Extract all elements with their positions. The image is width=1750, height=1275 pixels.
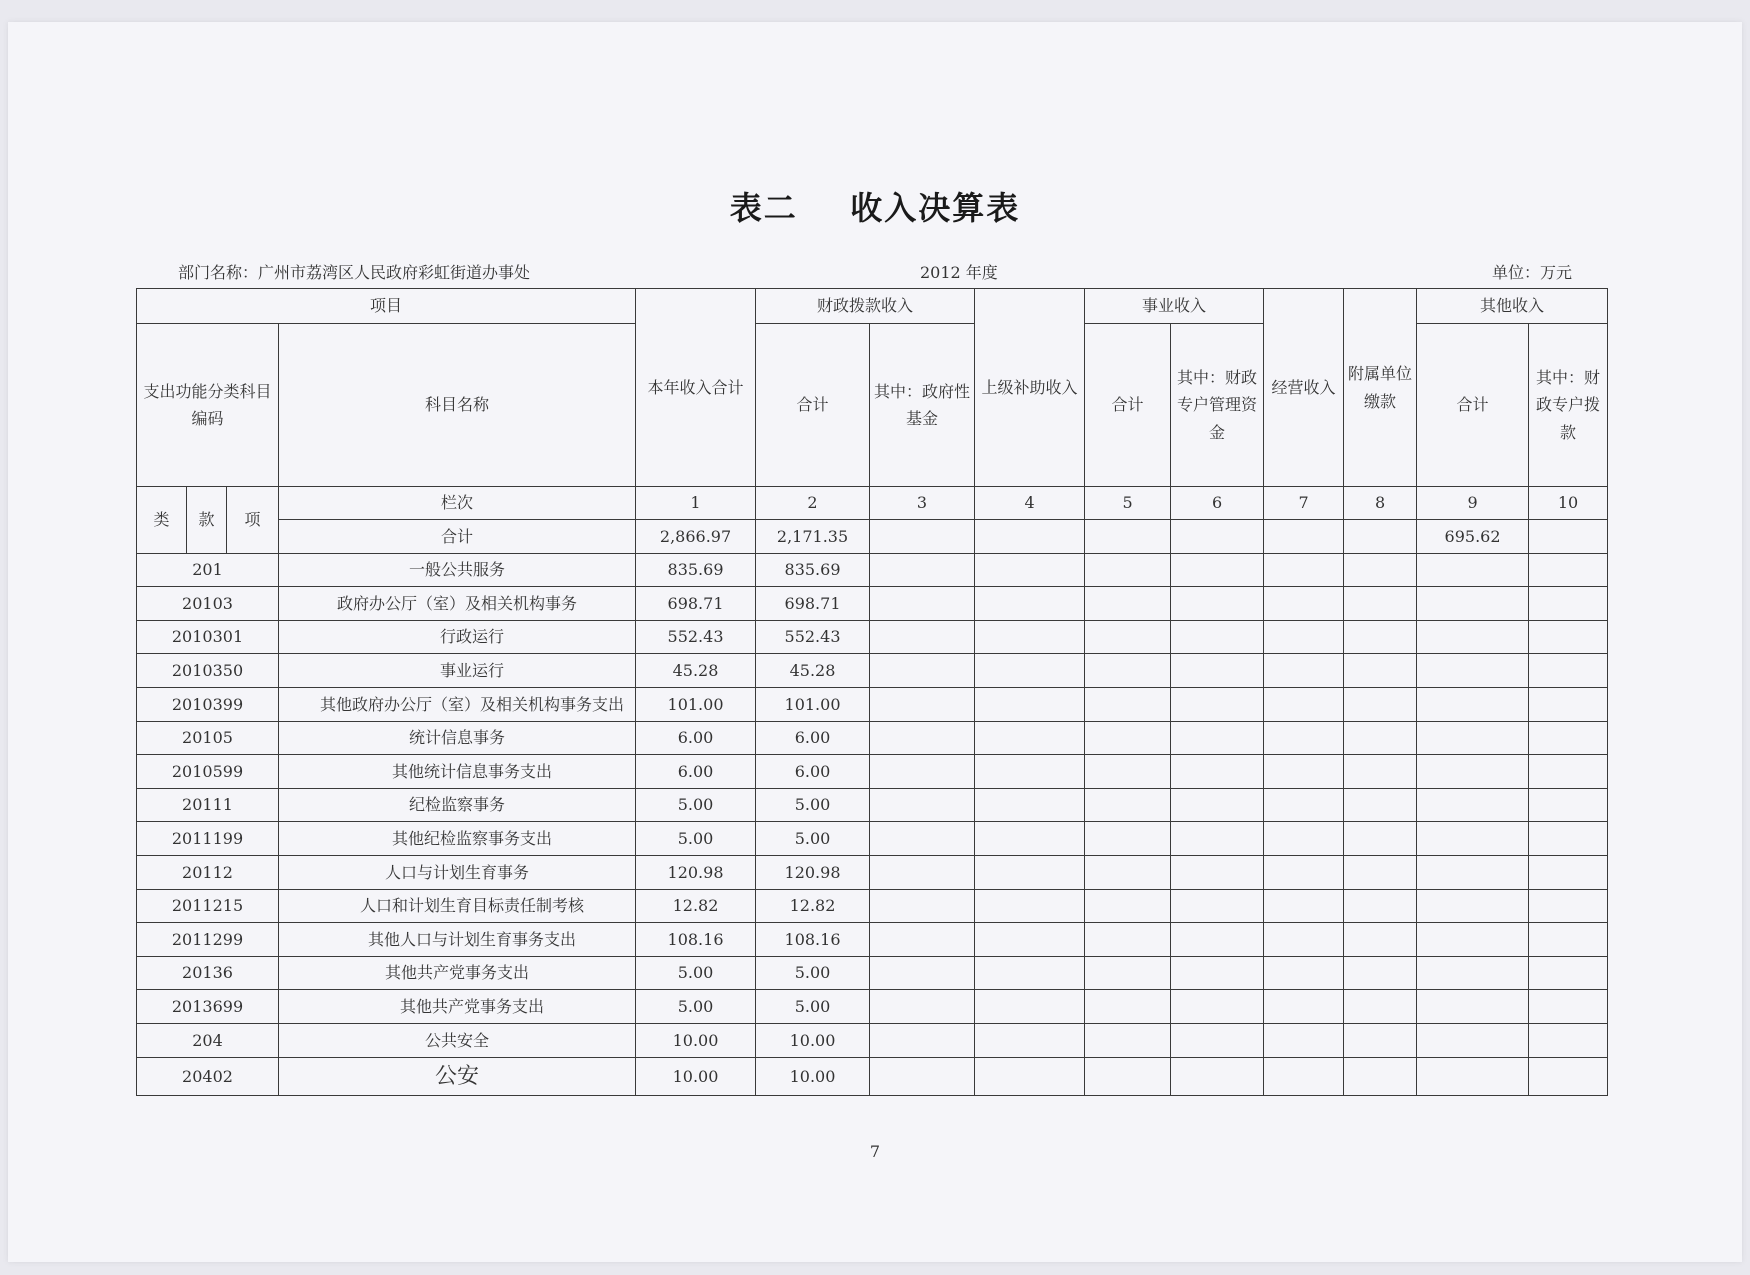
row-empty-cell — [975, 553, 1085, 587]
row-empty-cell — [1264, 721, 1344, 755]
row-empty-cell — [1085, 687, 1171, 721]
row-subject-name: 事业运行 — [279, 654, 636, 688]
row-empty-cell — [1417, 788, 1529, 822]
header-lei: 类 — [137, 487, 187, 554]
table-row — [137, 788, 1608, 822]
page-number: 7 — [869, 1142, 881, 1161]
row-empty-cell — [1344, 956, 1417, 990]
table-row — [137, 654, 1608, 688]
header-xiang: 项 — [227, 487, 279, 554]
row-empty-cell — [870, 755, 975, 789]
column-number: 4 — [975, 487, 1085, 520]
row-empty-cell — [870, 553, 975, 587]
row-empty-cell — [975, 855, 1085, 889]
row-empty-cell — [870, 855, 975, 889]
row-empty-cell — [1085, 1023, 1171, 1057]
row-empty-cell — [1417, 889, 1529, 923]
header-fiscal-fund: 其中：政府性基金 — [870, 324, 975, 487]
row-code: 2010350 — [137, 654, 279, 688]
row-code: 2010399 — [137, 687, 279, 721]
row-empty-cell — [1264, 1057, 1344, 1095]
row-empty-cell — [1171, 587, 1264, 621]
total-fiscal-total: 2,171.35 — [756, 520, 870, 554]
row-empty-cell — [1264, 1023, 1344, 1057]
row-empty-cell — [1529, 855, 1608, 889]
row-empty-cell — [870, 721, 975, 755]
row-empty-cell — [1264, 788, 1344, 822]
row-empty-cell — [975, 822, 1085, 856]
column-number: 9 — [1417, 487, 1529, 520]
row-subject-name: 其他纪检监察事务支出 — [279, 822, 636, 856]
row-empty-cell — [1171, 654, 1264, 688]
row-empty-cell — [1264, 687, 1344, 721]
row-empty-cell — [1264, 755, 1344, 789]
row-empty-cell — [1344, 923, 1417, 957]
row-empty-cell — [870, 889, 975, 923]
row-empty-cell — [870, 587, 975, 621]
row-subject-name: 公安 — [279, 1057, 636, 1095]
row-empty-cell — [1264, 956, 1344, 990]
row-empty-cell — [1085, 889, 1171, 923]
row-empty-cell — [1171, 889, 1264, 923]
table-row — [137, 1023, 1608, 1057]
table-row — [137, 822, 1608, 856]
row-code: 2010599 — [137, 755, 279, 789]
row-code: 2013699 — [137, 990, 279, 1024]
header-code: 支出功能分类科目编码 — [137, 324, 279, 487]
table-row — [137, 620, 1608, 654]
row-empty-cell — [1085, 587, 1171, 621]
row-empty-cell — [1417, 1023, 1529, 1057]
total-superior — [975, 520, 1085, 554]
row-empty-cell — [1529, 721, 1608, 755]
row-empty-cell — [1264, 553, 1344, 587]
header-subject-name: 科目名称 — [279, 324, 636, 487]
row-code: 20402 — [137, 1057, 279, 1095]
row-empty-cell — [870, 923, 975, 957]
row-fiscal-total: 120.98 — [756, 855, 870, 889]
row-income-total: 101.00 — [636, 687, 756, 721]
row-empty-cell — [1171, 1023, 1264, 1057]
total-operation — [1264, 520, 1344, 554]
header-column-index: 栏次 — [279, 487, 636, 520]
row-empty-cell — [1171, 721, 1264, 755]
row-empty-cell — [1085, 923, 1171, 957]
row-empty-cell — [1529, 620, 1608, 654]
row-empty-cell — [1417, 755, 1529, 789]
table-row — [137, 956, 1608, 990]
row-empty-cell — [870, 788, 975, 822]
header-other: 其他收入 — [1417, 289, 1608, 324]
row-fiscal-total: 552.43 — [756, 620, 870, 654]
row-empty-cell — [1344, 1023, 1417, 1057]
row-empty-cell — [1171, 1057, 1264, 1095]
row-empty-cell — [975, 1023, 1085, 1057]
column-number: 2 — [756, 487, 870, 520]
row-income-total: 45.28 — [636, 654, 756, 688]
row-income-total: 6.00 — [636, 755, 756, 789]
table-row — [137, 1057, 1608, 1095]
row-subject-name: 统计信息事务 — [279, 721, 636, 755]
row-empty-cell — [1085, 654, 1171, 688]
row-empty-cell — [975, 721, 1085, 755]
row-empty-cell — [870, 956, 975, 990]
total-other-special — [1529, 520, 1608, 554]
row-income-total: 10.00 — [636, 1057, 756, 1095]
row-fiscal-total: 10.00 — [756, 1023, 870, 1057]
row-empty-cell — [975, 587, 1085, 621]
header-fiscal-total: 合计 — [756, 324, 870, 487]
row-income-total: 120.98 — [636, 855, 756, 889]
table-row — [137, 687, 1608, 721]
row-empty-cell — [1264, 620, 1344, 654]
row-empty-cell — [1344, 587, 1417, 621]
row-fiscal-total: 101.00 — [756, 687, 870, 721]
row-code: 20105 — [137, 721, 279, 755]
row-empty-cell — [1085, 620, 1171, 654]
header-other-total: 合计 — [1417, 324, 1529, 487]
row-empty-cell — [1417, 822, 1529, 856]
row-subject-name: 人口和计划生育目标责任制考核 — [279, 889, 636, 923]
row-empty-cell — [1417, 923, 1529, 957]
row-subject-name: 行政运行 — [279, 620, 636, 654]
table-row — [137, 990, 1608, 1024]
row-code: 20136 — [137, 956, 279, 990]
row-empty-cell — [870, 1057, 975, 1095]
table-row — [137, 721, 1608, 755]
row-income-total: 835.69 — [636, 553, 756, 587]
row-income-total: 5.00 — [636, 822, 756, 856]
table-row — [137, 587, 1608, 621]
row-income-total: 108.16 — [636, 923, 756, 957]
fiscal-year: 2012 年度 — [920, 263, 998, 282]
row-empty-cell — [1344, 788, 1417, 822]
column-number: 3 — [870, 487, 975, 520]
row-income-total: 552.43 — [636, 620, 756, 654]
row-empty-cell — [975, 654, 1085, 688]
total-business-special — [1171, 520, 1264, 554]
header-other-special: 其中：财政专户拨款 — [1529, 324, 1608, 487]
row-empty-cell — [1264, 889, 1344, 923]
row-code: 2011215 — [137, 889, 279, 923]
row-empty-cell — [1344, 990, 1417, 1024]
row-empty-cell — [1085, 822, 1171, 856]
row-fiscal-total: 6.00 — [756, 755, 870, 789]
row-empty-cell — [1417, 620, 1529, 654]
row-fiscal-total: 10.00 — [756, 1057, 870, 1095]
row-empty-cell — [1171, 923, 1264, 957]
row-income-total: 5.00 — [636, 990, 756, 1024]
row-fiscal-total: 5.00 — [756, 990, 870, 1024]
row-empty-cell — [1529, 755, 1608, 789]
row-empty-cell — [1264, 855, 1344, 889]
row-empty-cell — [975, 620, 1085, 654]
table-row — [137, 889, 1608, 923]
header-fiscal: 财政拨款收入 — [756, 289, 975, 324]
row-empty-cell — [1264, 822, 1344, 856]
header-superior: 上级补助收入 — [975, 289, 1085, 487]
row-empty-cell — [1529, 1057, 1608, 1095]
row-income-total: 6.00 — [636, 721, 756, 755]
row-subject-name: 其他政府办公厅（室）及相关机构事务支出 — [279, 687, 636, 721]
row-empty-cell — [1417, 687, 1529, 721]
row-empty-cell — [1171, 755, 1264, 789]
row-empty-cell — [1529, 1023, 1608, 1057]
row-fiscal-total: 835.69 — [756, 553, 870, 587]
row-fiscal-total: 5.00 — [756, 822, 870, 856]
row-empty-cell — [1085, 788, 1171, 822]
row-empty-cell — [1171, 822, 1264, 856]
row-empty-cell — [1529, 889, 1608, 923]
row-empty-cell — [1171, 553, 1264, 587]
row-subject-name: 人口与计划生育事务 — [279, 855, 636, 889]
row-empty-cell — [1529, 553, 1608, 587]
row-empty-cell — [1085, 855, 1171, 889]
row-empty-cell — [1344, 1057, 1417, 1095]
row-empty-cell — [1344, 553, 1417, 587]
header-kuan: 款 — [187, 487, 227, 554]
header-business: 事业收入 — [1085, 289, 1264, 324]
income-statement-table — [136, 288, 1608, 1096]
column-number: 10 — [1529, 487, 1608, 520]
row-empty-cell — [1529, 956, 1608, 990]
row-empty-cell — [1171, 687, 1264, 721]
row-code: 204 — [137, 1023, 279, 1057]
total-fiscal-fund — [870, 520, 975, 554]
table-row — [137, 755, 1608, 789]
row-code: 20112 — [137, 855, 279, 889]
row-empty-cell — [1344, 687, 1417, 721]
row-empty-cell — [870, 620, 975, 654]
row-empty-cell — [1417, 553, 1529, 587]
header-affiliated: 附属单位缴款 — [1344, 289, 1417, 487]
row-empty-cell — [975, 788, 1085, 822]
row-empty-cell — [870, 654, 975, 688]
row-code: 2010301 — [137, 620, 279, 654]
column-number: 6 — [1171, 487, 1264, 520]
row-empty-cell — [1264, 587, 1344, 621]
row-empty-cell — [1344, 855, 1417, 889]
row-empty-cell — [1417, 1057, 1529, 1095]
column-number: 7 — [1264, 487, 1344, 520]
row-empty-cell — [975, 687, 1085, 721]
row-empty-cell — [975, 755, 1085, 789]
row-empty-cell — [1417, 654, 1529, 688]
row-empty-cell — [1085, 990, 1171, 1024]
table-row — [137, 855, 1608, 889]
row-empty-cell — [1417, 990, 1529, 1024]
row-empty-cell — [870, 687, 975, 721]
row-code: 2011199 — [137, 822, 279, 856]
department-name: 部门名称：广州市荔湾区人民政府彩虹街道办事处 — [178, 263, 531, 282]
row-fiscal-total: 5.00 — [756, 788, 870, 822]
row-empty-cell — [1344, 889, 1417, 923]
row-empty-cell — [1264, 923, 1344, 957]
row-fiscal-total: 12.82 — [756, 889, 870, 923]
row-fiscal-total: 108.16 — [756, 923, 870, 957]
row-code: 20103 — [137, 587, 279, 621]
total-other-total: 695.62 — [1417, 520, 1529, 554]
row-empty-cell — [975, 889, 1085, 923]
row-subject-name: 其他统计信息事务支出 — [279, 755, 636, 789]
row-income-total: 10.00 — [636, 1023, 756, 1057]
row-income-total: 5.00 — [636, 788, 756, 822]
row-empty-cell — [975, 1057, 1085, 1095]
row-empty-cell — [1085, 721, 1171, 755]
row-empty-cell — [1529, 788, 1608, 822]
row-empty-cell — [1344, 721, 1417, 755]
row-empty-cell — [1529, 687, 1608, 721]
row-income-total: 5.00 — [636, 956, 756, 990]
header-business-total: 合计 — [1085, 324, 1171, 487]
header-operation: 经营收入 — [1264, 289, 1344, 487]
row-empty-cell — [1085, 553, 1171, 587]
total-income-total: 2,866.97 — [636, 520, 756, 554]
row-code: 20111 — [137, 788, 279, 822]
row-empty-cell — [1344, 822, 1417, 856]
currency-unit: 单位：万元 — [1492, 263, 1573, 282]
column-number: 8 — [1344, 487, 1417, 520]
row-subject-name: 其他共产党事务支出 — [279, 956, 636, 990]
row-fiscal-total: 6.00 — [756, 721, 870, 755]
row-income-total: 698.71 — [636, 587, 756, 621]
row-empty-cell — [1344, 654, 1417, 688]
row-subject-name: 其他人口与计划生育事务支出 — [279, 923, 636, 957]
table-row — [137, 923, 1608, 957]
row-empty-cell — [1085, 755, 1171, 789]
total-label: 合计 — [279, 520, 636, 554]
row-subject-name: 其他共产党事务支出 — [279, 990, 636, 1024]
row-subject-name: 政府办公厅（室）及相关机构事务 — [279, 587, 636, 621]
row-empty-cell — [1344, 620, 1417, 654]
row-empty-cell — [1171, 990, 1264, 1024]
header-income-total: 本年收入合计 — [636, 289, 756, 487]
row-empty-cell — [1529, 990, 1608, 1024]
row-empty-cell — [1264, 654, 1344, 688]
row-income-total: 12.82 — [636, 889, 756, 923]
row-fiscal-total: 5.00 — [756, 956, 870, 990]
row-empty-cell — [1085, 956, 1171, 990]
row-empty-cell — [1344, 755, 1417, 789]
column-number: 5 — [1085, 487, 1171, 520]
row-empty-cell — [1417, 721, 1529, 755]
row-empty-cell — [1085, 1057, 1171, 1095]
row-empty-cell — [870, 1023, 975, 1057]
row-empty-cell — [1417, 956, 1529, 990]
row-empty-cell — [870, 990, 975, 1024]
row-fiscal-total: 698.71 — [756, 587, 870, 621]
row-subject-name: 一般公共服务 — [279, 553, 636, 587]
row-empty-cell — [870, 822, 975, 856]
row-empty-cell — [1529, 923, 1608, 957]
column-number: 1 — [636, 487, 756, 520]
row-empty-cell — [975, 956, 1085, 990]
row-empty-cell — [1417, 587, 1529, 621]
row-empty-cell — [1171, 620, 1264, 654]
header-business-special: 其中：财政专户管理资金 — [1171, 324, 1264, 487]
table-row — [137, 553, 1608, 587]
row-fiscal-total: 45.28 — [756, 654, 870, 688]
row-empty-cell — [1529, 822, 1608, 856]
row-code: 201 — [137, 553, 279, 587]
row-empty-cell — [1529, 587, 1608, 621]
total-affiliated — [1344, 520, 1417, 554]
total-row — [137, 520, 1608, 554]
row-empty-cell — [1171, 788, 1264, 822]
row-empty-cell — [1417, 855, 1529, 889]
row-empty-cell — [1171, 956, 1264, 990]
row-subject-name: 公共安全 — [279, 1023, 636, 1057]
header-project: 项目 — [137, 289, 636, 324]
row-empty-cell — [975, 990, 1085, 1024]
row-subject-name: 纪检监察事务 — [279, 788, 636, 822]
row-empty-cell — [975, 923, 1085, 957]
row-code: 2011299 — [137, 923, 279, 957]
table-title: 表二 收入决算表 — [729, 189, 1021, 227]
row-empty-cell — [1264, 990, 1344, 1024]
row-empty-cell — [1171, 855, 1264, 889]
total-business-total — [1085, 520, 1171, 554]
row-empty-cell — [1529, 654, 1608, 688]
